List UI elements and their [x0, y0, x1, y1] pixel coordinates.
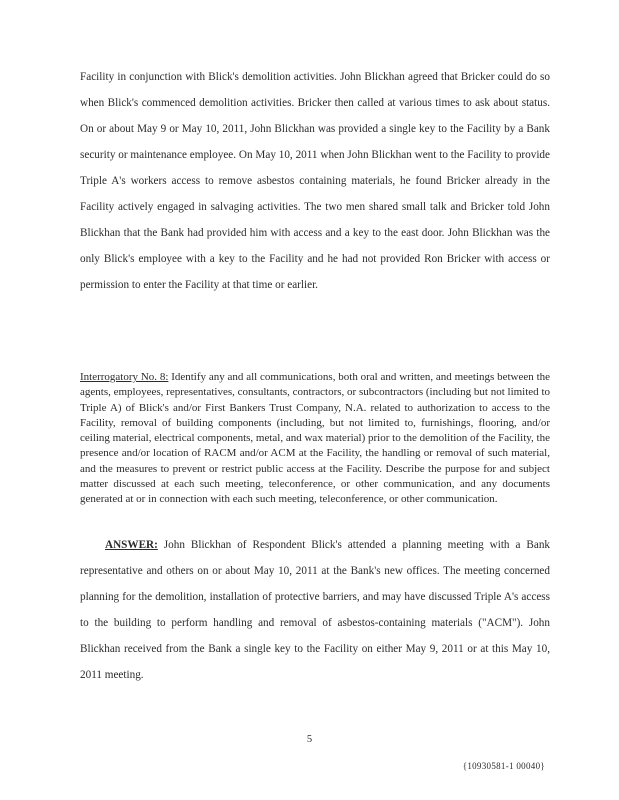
- answer-label: ANSWER:: [105, 539, 158, 551]
- document-id: {10930581-1 00040}: [462, 761, 545, 771]
- answer-text: John Blickhan of Respondent Blick's attended a planning meeting with a Bank representative and others on or about May 10, 2011 at the Bank's new offices. The meeting concerned planning for the demolition, installation of protective barriers, and may have discussed Triple A's access to the building to perform handling and removal of asbestos-containing materials ("ACM"). John Blickhan received from the Bank a single key to the Facility on either May 9, 2011 or at this May 10, 2011 meeting.: [80, 539, 551, 681]
- continued-paragraph: Facility in conjunction with Blick's demolition activities. John Blickhan agreed that Bricker could do so when Blick's commenced demolition activities. Bricker then called at various times to ask about status. On or about May 9 or May 10, 2011, John Blickhan was provided a single key to the Facility by a Bank security or maintenance employee. On May 10, 2011 when John Blickhan went to the Facility to provide Triple A's workers access to remove asbestos containing materials, he found Bricker already in the Facility actively engaged in salvaging activities. The two men shared small talk and Bricker told John Blickhan that the Bank had provided him with access and a key to the east door. John Blickhan was the only Blick's employee with a key to the Facility and he had not provided Ron Bricker with access or permission to enter the Facility at that time or earlier.: [80, 71, 550, 291]
- answer-paragraph: [80, 532, 550, 688]
- interrogatory-label: Interrogatory No. 8:: [80, 371, 169, 383]
- page-number: 5: [306, 734, 313, 745]
- interrogatory-text: Identify any and all communications, both oral and written, and meetings between the agents, employees, representatives, consultants, contractors, or subcontractors (including but not limited to Triple A) of Blick's and/or First Bankers Trust Company, N.A. related to authorization to access to the Facility, removal of building components (including, but not limited to, furnishings, flooring, and/or ceiling material, electrical components, metal, and wax material) prior to the demolition of the Facility, the presence and/or location of RACM and/or ACM at the Facility, the handling or removal of such material, and the measures to prevent or restrict public access at the Facility. Describe the purpose for and subject matter discussed at each such meeting, teleconference, or other communication, and any documents generated at or in connection with each such meeting, teleconference, or other communication.: [80, 371, 551, 506]
- interrogatory-8: [80, 370, 550, 508]
